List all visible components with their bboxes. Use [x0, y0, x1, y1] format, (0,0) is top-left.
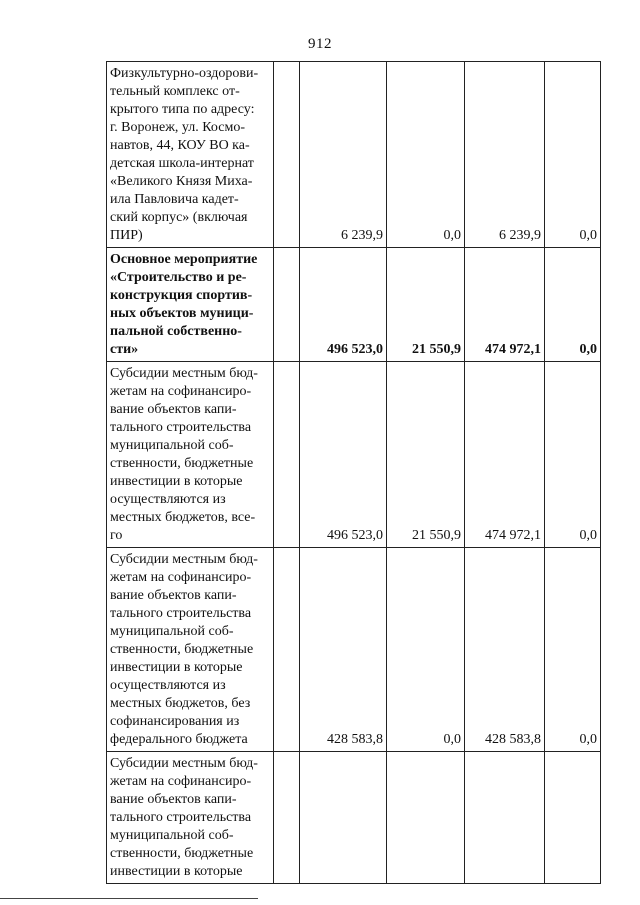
row-name-line: муниципальной соб- — [110, 438, 234, 453]
value-cell: 474 972,1 — [465, 362, 545, 548]
row-name-line: федерального бюджета — [110, 732, 248, 747]
row-name-cell — [107, 362, 274, 548]
row-name-line: инвестиции в которые — [110, 474, 243, 489]
page-number: 912 — [308, 36, 332, 52]
row-name-line: «Великого Князя Миха- — [110, 174, 253, 189]
value-cell: 6 239,9 — [465, 62, 545, 248]
row-name-line: ПИР) — [110, 228, 143, 243]
row-name-line: жетам на софинансиро- — [110, 384, 252, 399]
value-cell — [387, 752, 465, 884]
row-name-line: муниципальной соб- — [110, 828, 234, 843]
value-cell: 6 239,9 — [300, 62, 387, 248]
row-name-line: сти» — [110, 342, 139, 357]
row-name-line: жетам на софинансиро- — [110, 774, 252, 789]
table-row — [107, 62, 601, 248]
empty-cell — [274, 752, 300, 884]
value-cell: 0,0 — [545, 362, 601, 548]
empty-cell — [274, 62, 300, 248]
row-name-line: пальной собственно- — [110, 324, 242, 339]
value-cell — [545, 752, 601, 884]
row-name-line: муниципальной соб- — [110, 624, 234, 639]
row-name-line: вание объектов капи- — [110, 588, 237, 603]
row-name-line: крытого типа по адресу: — [110, 102, 255, 117]
row-name-line: конструкция спортив- — [110, 288, 253, 303]
footnote-separator — [0, 898, 258, 899]
row-name-line: навтов, 44, КОУ ВО ка- — [110, 138, 250, 153]
row-name-line: жетам на софинансиро- — [110, 570, 252, 585]
row-name-line: Субсидии местным бюд- — [110, 756, 258, 771]
budget-table — [106, 61, 601, 884]
row-name-line: инвестиции в которые — [110, 660, 243, 675]
budget-table-body — [107, 62, 601, 884]
row-name-line: тального строительства — [110, 810, 252, 825]
table-row — [107, 248, 601, 362]
row-name-line: вание объектов капи- — [110, 402, 237, 417]
table-row — [107, 752, 601, 884]
row-name-line: Основное мероприятие — [110, 252, 258, 267]
row-name-line: го — [110, 528, 123, 543]
table-row — [107, 548, 601, 752]
row-name-line: ский корпус» (включая — [110, 210, 248, 225]
row-name-line: ила Павловича кадет- — [110, 192, 239, 207]
value-cell: 0,0 — [387, 62, 465, 248]
row-name-line: вание объектов капи- — [110, 792, 237, 807]
value-cell: 21 550,9 — [387, 362, 465, 548]
value-cell: 496 523,0 — [300, 248, 387, 362]
value-cell: 428 583,8 — [465, 548, 545, 752]
value-cell: 0,0 — [545, 548, 601, 752]
table-row — [107, 362, 601, 548]
row-name-line: ственности, бюджетные — [110, 642, 254, 657]
row-name-line: инвестиции в которые — [110, 864, 243, 879]
row-name-cell — [107, 62, 274, 248]
row-name-line: Субсидии местным бюд- — [110, 366, 258, 381]
row-name-line: детская школа-интернат — [110, 156, 254, 171]
row-name-line: осуществляются из — [110, 492, 226, 507]
row-name-line: осуществляются из — [110, 678, 226, 693]
row-name-line: местных бюджетов, все- — [110, 510, 256, 525]
row-name-line: Субсидии местным бюд- — [110, 552, 258, 567]
value-cell — [300, 752, 387, 884]
row-name-line: тального строительства — [110, 606, 252, 621]
value-cell: 428 583,8 — [300, 548, 387, 752]
row-name-line: тального строительства — [110, 420, 252, 435]
row-name-line: Физкультурно-оздорови- — [110, 66, 259, 81]
empty-cell — [274, 362, 300, 548]
row-name-line: г. Воронеж, ул. Космо- — [110, 120, 245, 135]
value-cell: 21 550,9 — [387, 248, 465, 362]
empty-cell — [274, 248, 300, 362]
row-name-line: софинансирования из — [110, 714, 240, 729]
row-name-cell — [107, 752, 274, 884]
row-name-line: тельный комплекс от- — [110, 84, 240, 99]
row-name-line: ных объектов муници- — [110, 306, 254, 321]
value-cell: 474 972,1 — [465, 248, 545, 362]
row-name-line: местных бюджетов, без — [110, 696, 251, 711]
empty-cell — [274, 548, 300, 752]
row-name-cell — [107, 548, 274, 752]
row-name-line: «Строительство и ре- — [110, 270, 247, 285]
value-cell: 496 523,0 — [300, 362, 387, 548]
value-cell: 0,0 — [545, 62, 601, 248]
row-name-line: ственности, бюджетные — [110, 846, 254, 861]
value-cell — [465, 752, 545, 884]
value-cell: 0,0 — [545, 248, 601, 362]
value-cell: 0,0 — [387, 548, 465, 752]
row-name-line: ственности, бюджетные — [110, 456, 254, 471]
row-name-cell — [107, 248, 274, 362]
